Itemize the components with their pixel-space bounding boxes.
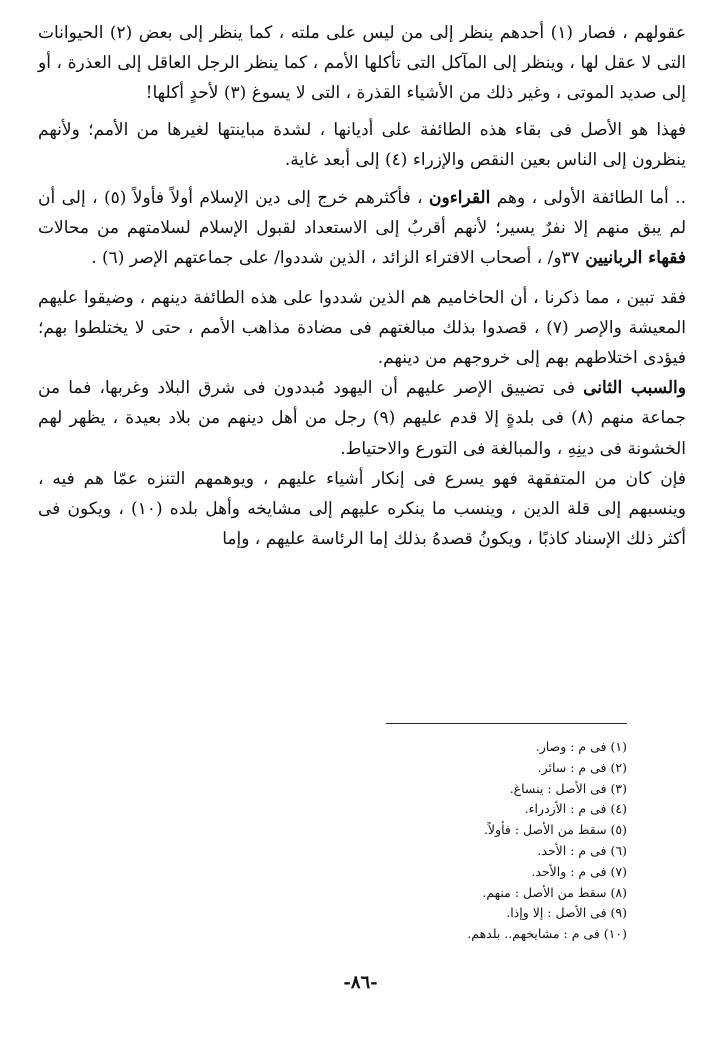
- paragraph-3-part-b: ، فأكثرهم خرج إلى دين الإسلام أولاً فأولاً (٥) ، إلى أن لم يبق منهم إلا نفرٌ يسير؛ لأنهم أقربُ إلى الاستعداد لقبول الإسلام لسلامتهم من محالات: [38, 188, 686, 239]
- qaraites-term: القراءون: [429, 188, 491, 209]
- page-number: -٨٦-: [343, 972, 378, 993]
- footnote-5: (٥) سقط من الأصل : فأولاً.: [483, 822, 627, 838]
- paragraph-3-part-c: ٣٧و/ ، أصحاب الافتراء الزائد ، الذين شددوا/ على جماعتهم الإصر (٦) .: [91, 248, 586, 269]
- footnote-9: (٩) فى الأصل : إلا وإذا.: [506, 905, 627, 921]
- rabbanite-jurists-term: فقهاء الربانيين: [585, 248, 686, 269]
- second-reason-term: والسبب الثانى: [583, 378, 686, 399]
- footnote-4: (٤) فى م : الأزدراء.: [524, 801, 627, 817]
- paragraph-2: فهذا هو الأصل فى بقاء هذه الطائفة على أديانها ، لشدة مباينتها لغيرها من الأمم؛ ولأنهم ينظرون إلى الناس بعين النقص والإزراء (٤) إلى أبعد غاية.: [38, 119, 686, 170]
- main-text: [38, 18, 686, 554]
- footnote-6: (٦) فى م : الأحد.: [537, 842, 627, 858]
- footnote-7: (٧) فى م : والأحد.: [531, 863, 627, 879]
- footnote-1: (١) فى م : وصار.: [535, 739, 627, 754]
- paragraph-4: فقد تبين ، مما ذكرنا ، أن الحاخاميم هم الذين شددوا على هذه الطائفة دينهم ، وضيقوا عليهم المعيشة والإصر (٧) ، قصدوا بذلك مبالغتهم فى مضادة مذاهب الأمم ، حتى لا يختلطوا بهم؛ فيؤدى اختلاطهم بهم إلى خروجهم من دينهم.: [38, 287, 686, 369]
- paragraph-1: عقولهم ، فصار (١) أحدهم ينظر إلى من ليس على ملته ، كما ينظر إلى بعض (٢) الحيوانات التى لا عقل لها ، وينظر إلى المآكل التى تأكلها الأمم ، كما ينظر الرجل العاقل إلى العذرة ، أو إلى صديد الموتى ، وغير ذلك من الأشياء القذرة ، التى لا يسوغ (٣) لأحدٍ أكلها!: [38, 23, 687, 104]
- paragraph-5: [38, 373, 686, 464]
- footnote-divider: [386, 723, 627, 724]
- paragraph-3-part-a: .. أما الطائفة الأولى ، وهم: [490, 188, 686, 209]
- footnote-3: (٣) فى الأصل : ينساغ.: [509, 780, 627, 796]
- footnote-8: (٨) سقط من الأصل : منهم.: [482, 884, 627, 900]
- footnote-10: (١٠) فى م : مشايخهم.. بلدهم.: [467, 926, 627, 942]
- paragraph-6: فإن كان من المتفقهة فهو يسرع فى إنكار أشياء عليهم ، ويوهمهم التنزه عمّا هم فيه ، وينسبهم إلى قلة الدين ، وينسب ما ينكره عليهم إلى مشايخه وأهل بلده (١٠) ، ويكون فى أكثر ذلك الإسناد كاذبًا ، ويكونُ قصدهُ بذلك إما الرئاسة عليهم ، وإما: [38, 468, 686, 550]
- footnote-2: (٢) فى م : سائر.: [537, 759, 627, 775]
- footnotes: [327, 737, 627, 945]
- paragraph-3: [38, 183, 686, 274]
- paragraph-5-rest: فى تضييق الإصر عليهم أن اليهود مُبددون فى شرق البلاد وغربها، فما من جماعة منهم (٨) فى بلدةٍ إلا قدم عليهم (٩) رجل من أهل دينهم من بلاد بعيدة ، يظهر لهم الخشونة فى دينِهِ ، والمبالغة فى التورع والاحتياط.: [38, 378, 686, 459]
